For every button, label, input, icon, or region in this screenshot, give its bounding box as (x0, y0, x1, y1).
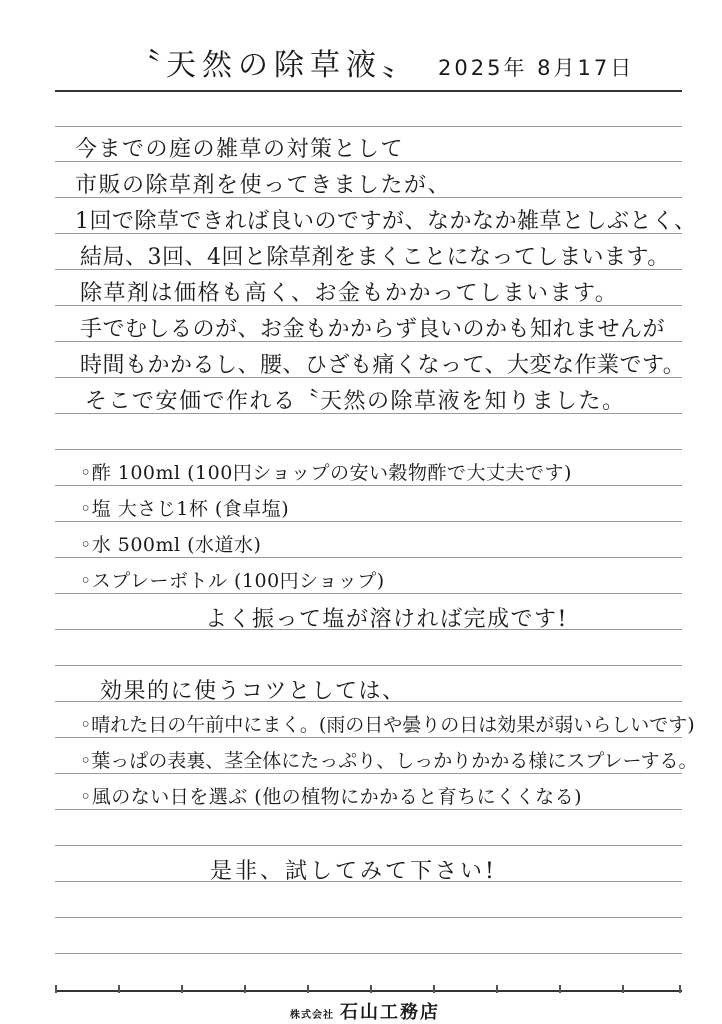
ruled-line (55, 126, 682, 127)
tick-mark (118, 985, 120, 993)
ruled-line (55, 737, 682, 738)
ruled-line (55, 449, 682, 450)
tick-mark (181, 985, 183, 993)
ruled-line (55, 90, 682, 92)
tick-mark (307, 985, 309, 993)
note-title: 〝天然の除草液〟 (130, 48, 418, 83)
ruled-line (55, 917, 682, 918)
ruled-line (55, 845, 682, 846)
note-header (0, 0, 722, 100)
body-line: 市販の除草剤を使ってきましたが、 (75, 173, 452, 198)
ingredient-item: ◦塩 大さじ1杯 (食卓塩) (80, 498, 290, 520)
body-line: 手でむしるのが、お金もかからず良いのかも知れませんが (80, 317, 666, 342)
tick-mark (55, 985, 57, 993)
body-line: 今までの庭の雑草の対策として (75, 137, 405, 162)
ingredient-item: ◦スプレーボトル (100円ショップ) (80, 570, 385, 592)
tick-mark (433, 985, 435, 993)
body-line: そこで安価で作れる〝天然の除草液を知りました。 (85, 389, 626, 414)
tip-item: ◦晴れた日の午前中にまく。(雨の日や曇りの日は効果が弱いらしいです) (80, 714, 695, 736)
tick-mark (496, 985, 498, 993)
tick-mark (679, 985, 681, 993)
tick-mark (370, 985, 372, 993)
ruled-line (55, 521, 682, 522)
ruled-line (55, 485, 682, 486)
ruled-line (55, 953, 682, 954)
tick-mark (559, 985, 561, 993)
ruled-line (55, 593, 682, 594)
ruled-line (55, 773, 682, 774)
ingredient-item: ◦酢 100ml (100円ショップの安い穀物酢で大丈夫です) (80, 462, 572, 484)
ingredient-item: ◦水 500ml (水道水) (80, 534, 262, 556)
note-date: 2025年 8月17日 (438, 56, 635, 80)
footer-tick-marks (55, 985, 682, 995)
tip-item: ◦葉っぱの表裏、茎全体にたっぷり、しっかりかかる様にスプレーする。 (80, 750, 698, 772)
ruled-line (55, 809, 682, 810)
finish-note: よく振って塩が溶ければ完成です! (205, 607, 568, 632)
company-prefix: 株式会社 (290, 1010, 334, 1021)
tick-mark (244, 985, 246, 993)
body-line: 時間もかかるし、腰、ひざも痛くなって、大変な作業です。 (80, 353, 686, 378)
ruled-line (55, 557, 682, 558)
closing-text: 是非、試してみて下さい! (210, 859, 497, 884)
tick-mark (622, 985, 624, 993)
body-line: 除草剤は価格も高く、お金もかかってしまいます。 (80, 281, 619, 306)
ruled-line (55, 665, 682, 666)
company-name: 石山工務店 (340, 1002, 440, 1023)
body-line: 結局、3回、4回と除草剤をまくことになってしまいます。 (80, 245, 670, 270)
tip-item: ◦風のない日を選ぶ (他の植物にかかると育ちにくくなる) (80, 786, 583, 808)
tips-heading: 効果的に使うコツとしては、 (100, 679, 406, 704)
company-footer (290, 998, 440, 1024)
body-line: 1回で除草できれば良いのですが、なかなか雑草としぶとく、 (75, 209, 697, 234)
